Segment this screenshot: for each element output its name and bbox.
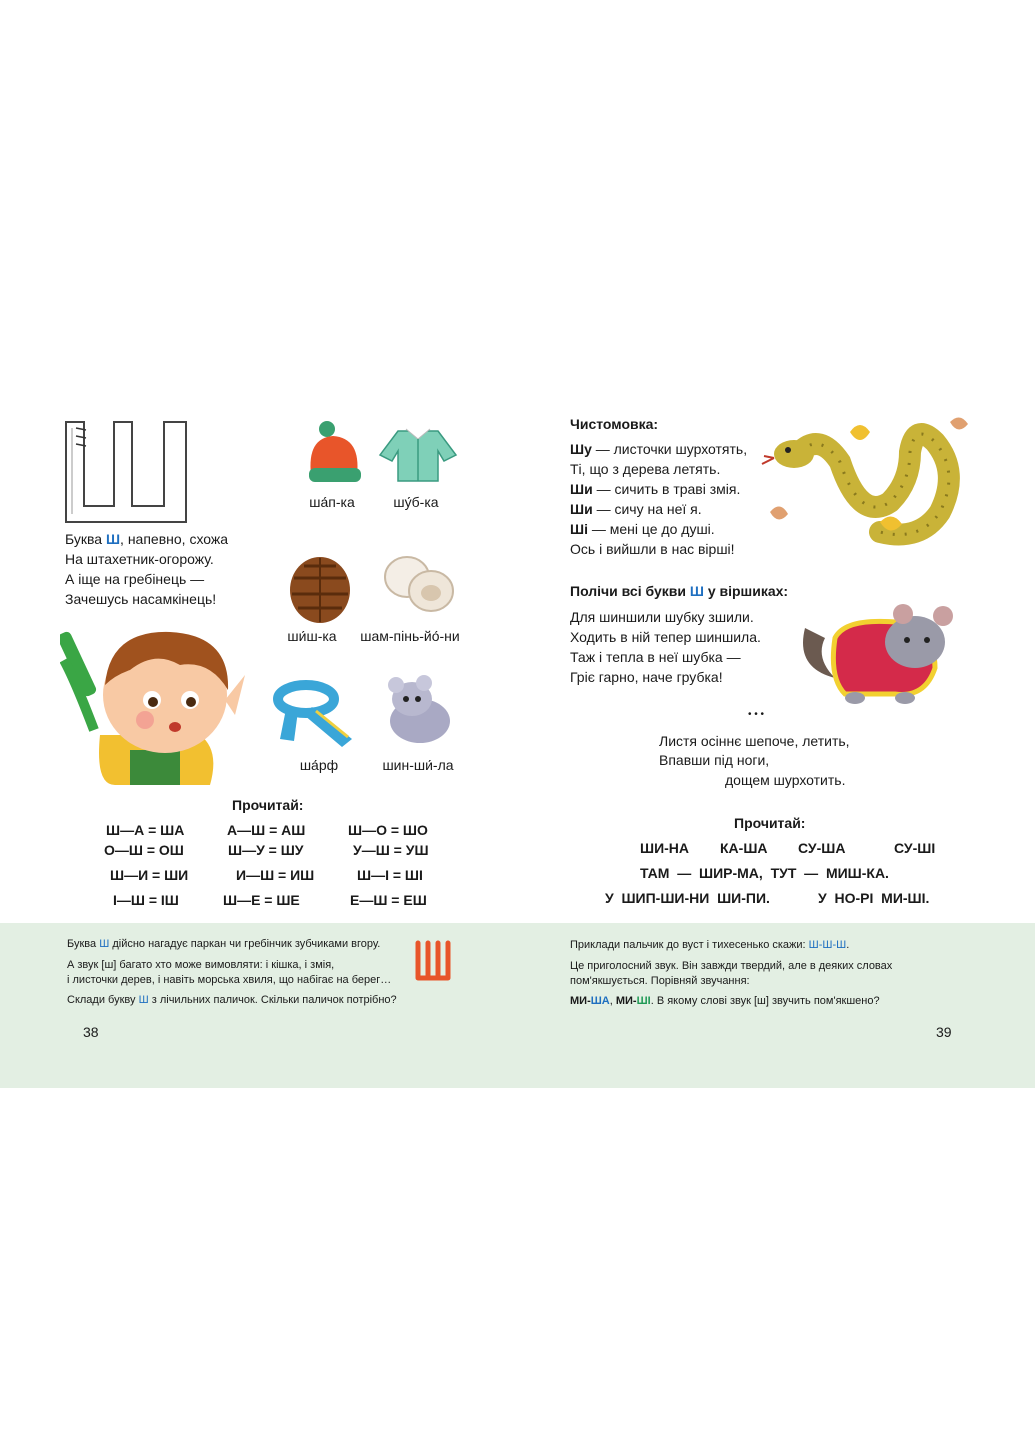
chinchilla-illustration [380,673,454,745]
page-number-right: 39 [936,1024,952,1040]
poem-line-3: А іще на гребінець — [65,571,205,587]
caption-pine-cone: ши́ш-ка [287,628,337,644]
count-poem-line-2: Ходить в ній тепер шиншила. [570,629,761,645]
reading-word: КА-ША [720,840,768,856]
syllable: І—Ш = ІШ [113,892,179,908]
left-note-1: Буква Ш дійсно нагадує паркан чи гребінчик зубчиками вгору. [67,938,381,950]
syllable: И—Ш = ИШ [236,867,315,883]
pine-cone-illustration [282,548,358,626]
syllable: Ш—У = ШУ [228,842,304,858]
right-note-4: МИ-ША, МИ-ШІ. В якому слові звук [ш] звучить пом'якшено? [570,995,880,1007]
tongue-line-4: Ши — сичу на неї я. [570,501,702,517]
syllable: Ш—І = ШІ [357,867,423,883]
comb-letter-illustration [415,940,451,982]
syllable: У—Ш = УШ [353,842,429,858]
caption-fur-coat: шу́б-ка [393,494,439,510]
right-note-1: Приклади пальчик до вуст і тихесенько скажи: Ш-Ш-Ш. [570,939,850,951]
tongue-line-2: Ті, що з дерева летять. [570,461,721,477]
snake-illustration [760,412,980,552]
left-note-4: Склади букву Ш з лічильних паличок. Скільки паличок потрібно? [67,994,397,1006]
page-number-left: 38 [83,1024,99,1040]
syllable: Ш—А = ША [106,822,185,838]
hat-illustration [305,420,365,485]
reading-sentence: У ШИП-ШИ-НИ ШИ-ПИ. [605,890,770,906]
read-title-right: Прочитай: [734,815,806,831]
syllable: Е—Ш = ЕШ [350,892,427,908]
count-poem-line-4: Гріє гарно, наче грубка! [570,669,723,685]
caption-hat: ша́п-ка [309,494,355,510]
autumn-poem-line-2: Впавши під ноги, [659,752,770,768]
boy-with-comb-illustration [60,620,260,785]
scarf-illustration [272,675,362,750]
read-title-left: Прочитай: [232,797,304,813]
autumn-poem-line-1: Листя осіннє шепоче, летить, [659,733,850,749]
right-note-2: Це приголосний звук. Він завжди твердий, але в деяких словах [570,960,893,972]
syllable: О—Ш = ОШ [104,842,184,858]
big-letter-sha-outline [62,418,194,526]
mushrooms-illustration [383,553,455,613]
count-poem-line-1: Для шиншили шубку зшили. [570,609,754,625]
syllable: Ш—Е = ШЕ [223,892,300,908]
tongue-line-3: Ши — сичить в траві змія. [570,481,741,497]
count-poem-line-3: Таж і тепла в неї шубка — [570,649,741,665]
tongue-line-5: Ші — мені це до душі. [570,521,715,537]
caption-mushrooms: шам-пінь-йо́-ни [360,628,460,644]
chinchilla-in-coat-illustration [795,598,960,708]
poem-line-1: Буква Ш, напевно, схожа [65,531,229,547]
left-note-3: і листочки дерев, і навіть морська хвиля, що набігає на берег… [67,974,392,986]
autumn-poem-line-3: дощем шурхотить. [725,772,846,788]
syllable: А—Ш = АШ [227,822,306,838]
reading-word: ШИ-НА [640,840,690,856]
reading-sentence: У НО-РІ МИ-ШІ. [818,890,930,906]
reading-word: СУ-ШІ [894,840,936,856]
reading-word: СУ-ША [798,840,846,856]
tongue-line-1: Шу — листочки шурхотять, [570,441,748,457]
right-note-3: пом'якшується. Порівняй звучання: [570,975,750,987]
reading-sentence: ТАМ — ШИР-МА, ТУТ — МИШ-КА. [640,865,889,881]
poem-line-2: На штахетник-огорожу. [65,551,214,567]
caption-scarf: ша́рф [299,757,339,773]
syllable: Ш—О = ШО [348,822,428,838]
count-letters-title: Полічи всі букви Ш у віршиках: [570,583,789,599]
syllable: Ш—И = ШИ [110,867,189,883]
tongue-twister-title: Чистомовка: [570,416,659,432]
tongue-line-6: Ось і вийшли в нас вірші! [570,541,735,557]
separator-dots: • • • [748,709,765,720]
fur-coat-illustration [378,425,458,485]
left-note-2: А звук [ш] багато хто може вимовляти: і кішка, і змія, [67,959,335,971]
caption-chinchilla: шин-ши́-ла [382,757,454,773]
poem-line-4: Зачешусь насамкінець! [65,591,217,607]
